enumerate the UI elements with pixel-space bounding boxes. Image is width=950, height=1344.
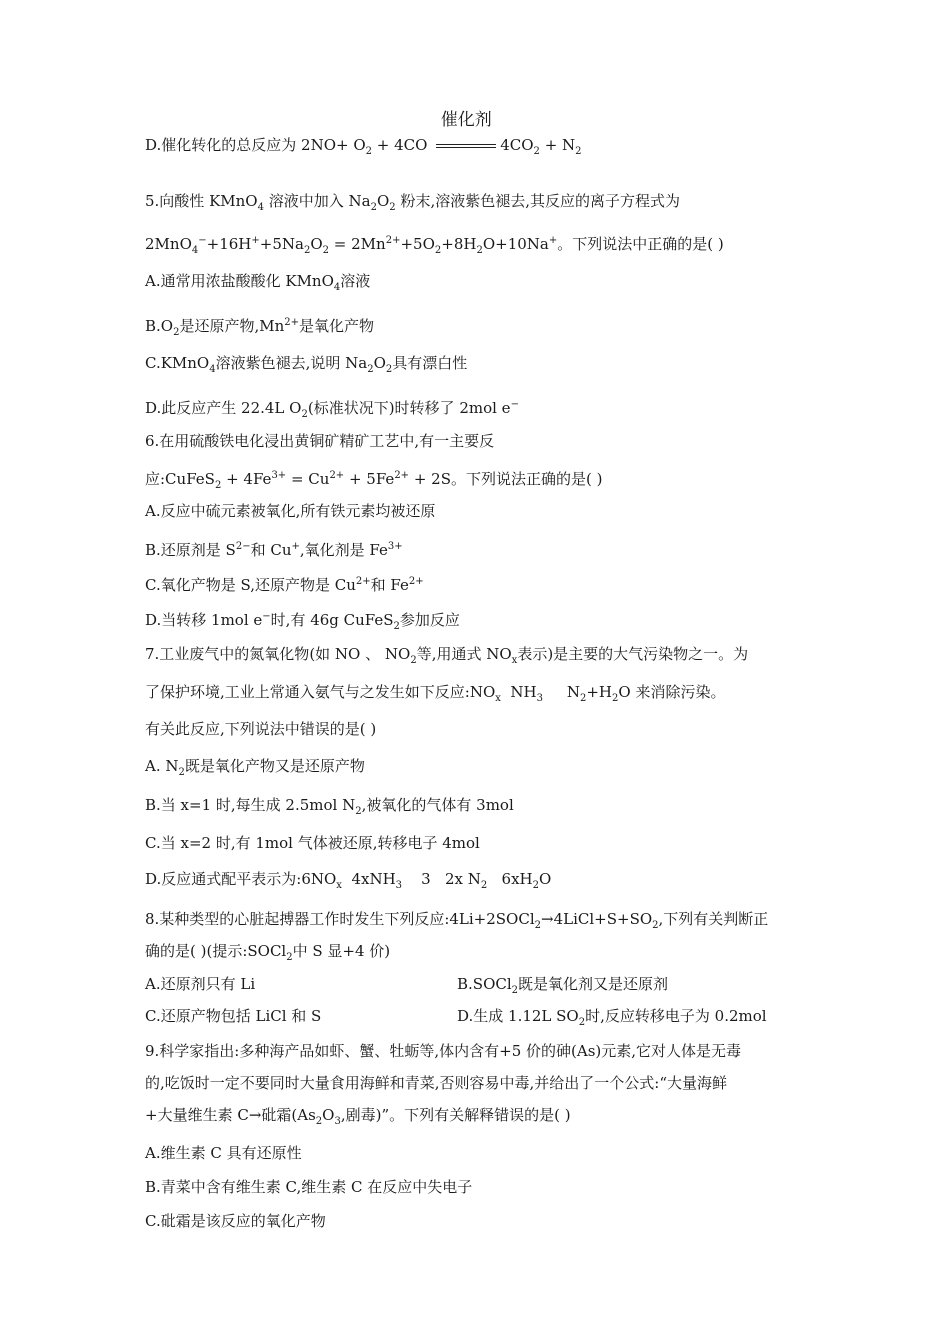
- q7-option-a: A. $N_2$既是氧化产物又是还原产物: [145, 757, 365, 778]
- q7-stem-line3: 有关此反应,下列说法中错误的是( ): [145, 720, 377, 738]
- q8-option-d: D.生成 1.12L $SO_2$时,反应转移电子为 0.2mol: [457, 1007, 767, 1028]
- catalyst-label: 催化剂: [440, 110, 492, 130]
- q5-stem: 5.向酸性 KMnO$_4$ 溶液中加入 $Na_2O_2$ 粉末,溶液紫色褪去,其反应的离子方程式为: [145, 192, 680, 213]
- q8-stem-line2: 确的是( )(提示:SOCl$_2$中 S 显+4 价): [145, 942, 391, 963]
- q9-option-a: A.维生素 C 具有还原性: [145, 1144, 302, 1162]
- q6-option-c: C.氧化产物是 S,还原产物是 $Cu^{2+}$和 $Fe^{2+}$: [145, 576, 424, 594]
- q5-option-b: $B.O_2$是还原产物$,Mn^{2+}$是氧化产物: [145, 317, 375, 338]
- q5-option-d: D.此反应产生 22.4L $O_2$(标准状况下)时转移了 2mol e−: [145, 399, 519, 420]
- q6-equation: 应:CuFeS$_2$ + $4Fe^{3+} = Cu^{2+} + 5Fe^{2+} + 2S$。下列说法正确的是( ): [145, 470, 603, 491]
- q5-option-a: A.通常用浓盐酸酸化 KMnO$_4$溶液: [145, 272, 371, 293]
- q7-stem-line2: 了保护环境,工业上常通入氨气与之发生如下反应$:NO_x$ $NH_3$ $N_2+H_2O$ 来消除污染。: [145, 683, 726, 704]
- q8-option-b: B.SOCl$_2$既是氧化剂又是还原剂: [457, 975, 669, 996]
- q8-option-c: C.还原产物包括 LiCl 和 S: [145, 1007, 322, 1025]
- q9-stem-line1: 9.科学家指出:多种海产品如虾、蟹、牡蛎等,体内含有+5 价的砷(As)元素,它对人体是无毒: [145, 1042, 742, 1060]
- catalyst-arrow: [436, 110, 496, 157]
- q7-stem-line1: 7.工业废气中的氮氧化物(如 NO 、 $NO_2$等,用通式 $NO_x$表示)是主要的大气污染物之一。为: [145, 645, 749, 666]
- q9-stem-line2: 的,吃饭时一定不要同时大量食用海鲜和青菜,否则容易中毒,并给出了一个公式:“大量海鲜: [145, 1074, 728, 1092]
- q5-equation: $2MnO_4^-+16H^++5Na_2O_2 = 2Mn^{2+}+5O_2+8H_2O+10Na^+$。下列说法中正确的是( ): [145, 235, 724, 256]
- q9-option-c: C.砒霜是该反应的氧化产物: [145, 1212, 326, 1230]
- q6-option-b: B.还原剂是 $S^{2-}$和 Cu+,氧化剂是 $Fe^{3+}$: [145, 541, 403, 559]
- q4-option-d: D.催化转化的总反应为 $2NO+ O_2 + 4CO$ 催化剂 $4CO_2 + N_2$: [145, 110, 582, 157]
- q8-stem-line1: 8.某种类型的心脏起搏器工作时发生下列反应$:4Li+2SOCl_2\to 4LiCl+S+SO_2$,下列有关判断正: [145, 910, 769, 931]
- q5-option-c: C.KMnO$_4$溶液紫色褪去,说明 $Na_2O_2$具有漂白性: [145, 354, 468, 375]
- q9-option-b: B.青菜中含有维生素 C,维生素 C 在反应中失电子: [145, 1178, 473, 1196]
- q7-option-d: D.反应通式配平表示为$:6NO_x$ 4xNH$_3$ 3 2x $N_2$ $6xH_2O$: [145, 870, 552, 891]
- q8-option-a: A.还原剂只有 Li: [145, 975, 256, 993]
- q7-option-b: B.当 x=1 时,每生成 2.5mol $N_2$,被氧化的气体有 3mol: [145, 796, 514, 817]
- q7-option-c: C.当 x=2 时,有 1mol 气体被还原,转移电子 4mol: [145, 834, 480, 852]
- q9-stem-line3: +大量维生素 C→砒霜($As_2O_3$,剧毒)”。下列有关解释错误的是( ): [145, 1106, 571, 1127]
- q6-stem: 6.在用硫酸铁电化浸出黄铜矿精矿工艺中,有一主要反: [145, 432, 495, 450]
- q6-option-a: A.反应中硫元素被氧化,所有铁元素均被还原: [145, 502, 436, 520]
- q6-option-d: D.当转移 1mol e−时,有 46g CuFeS$_2$参加反应: [145, 611, 460, 632]
